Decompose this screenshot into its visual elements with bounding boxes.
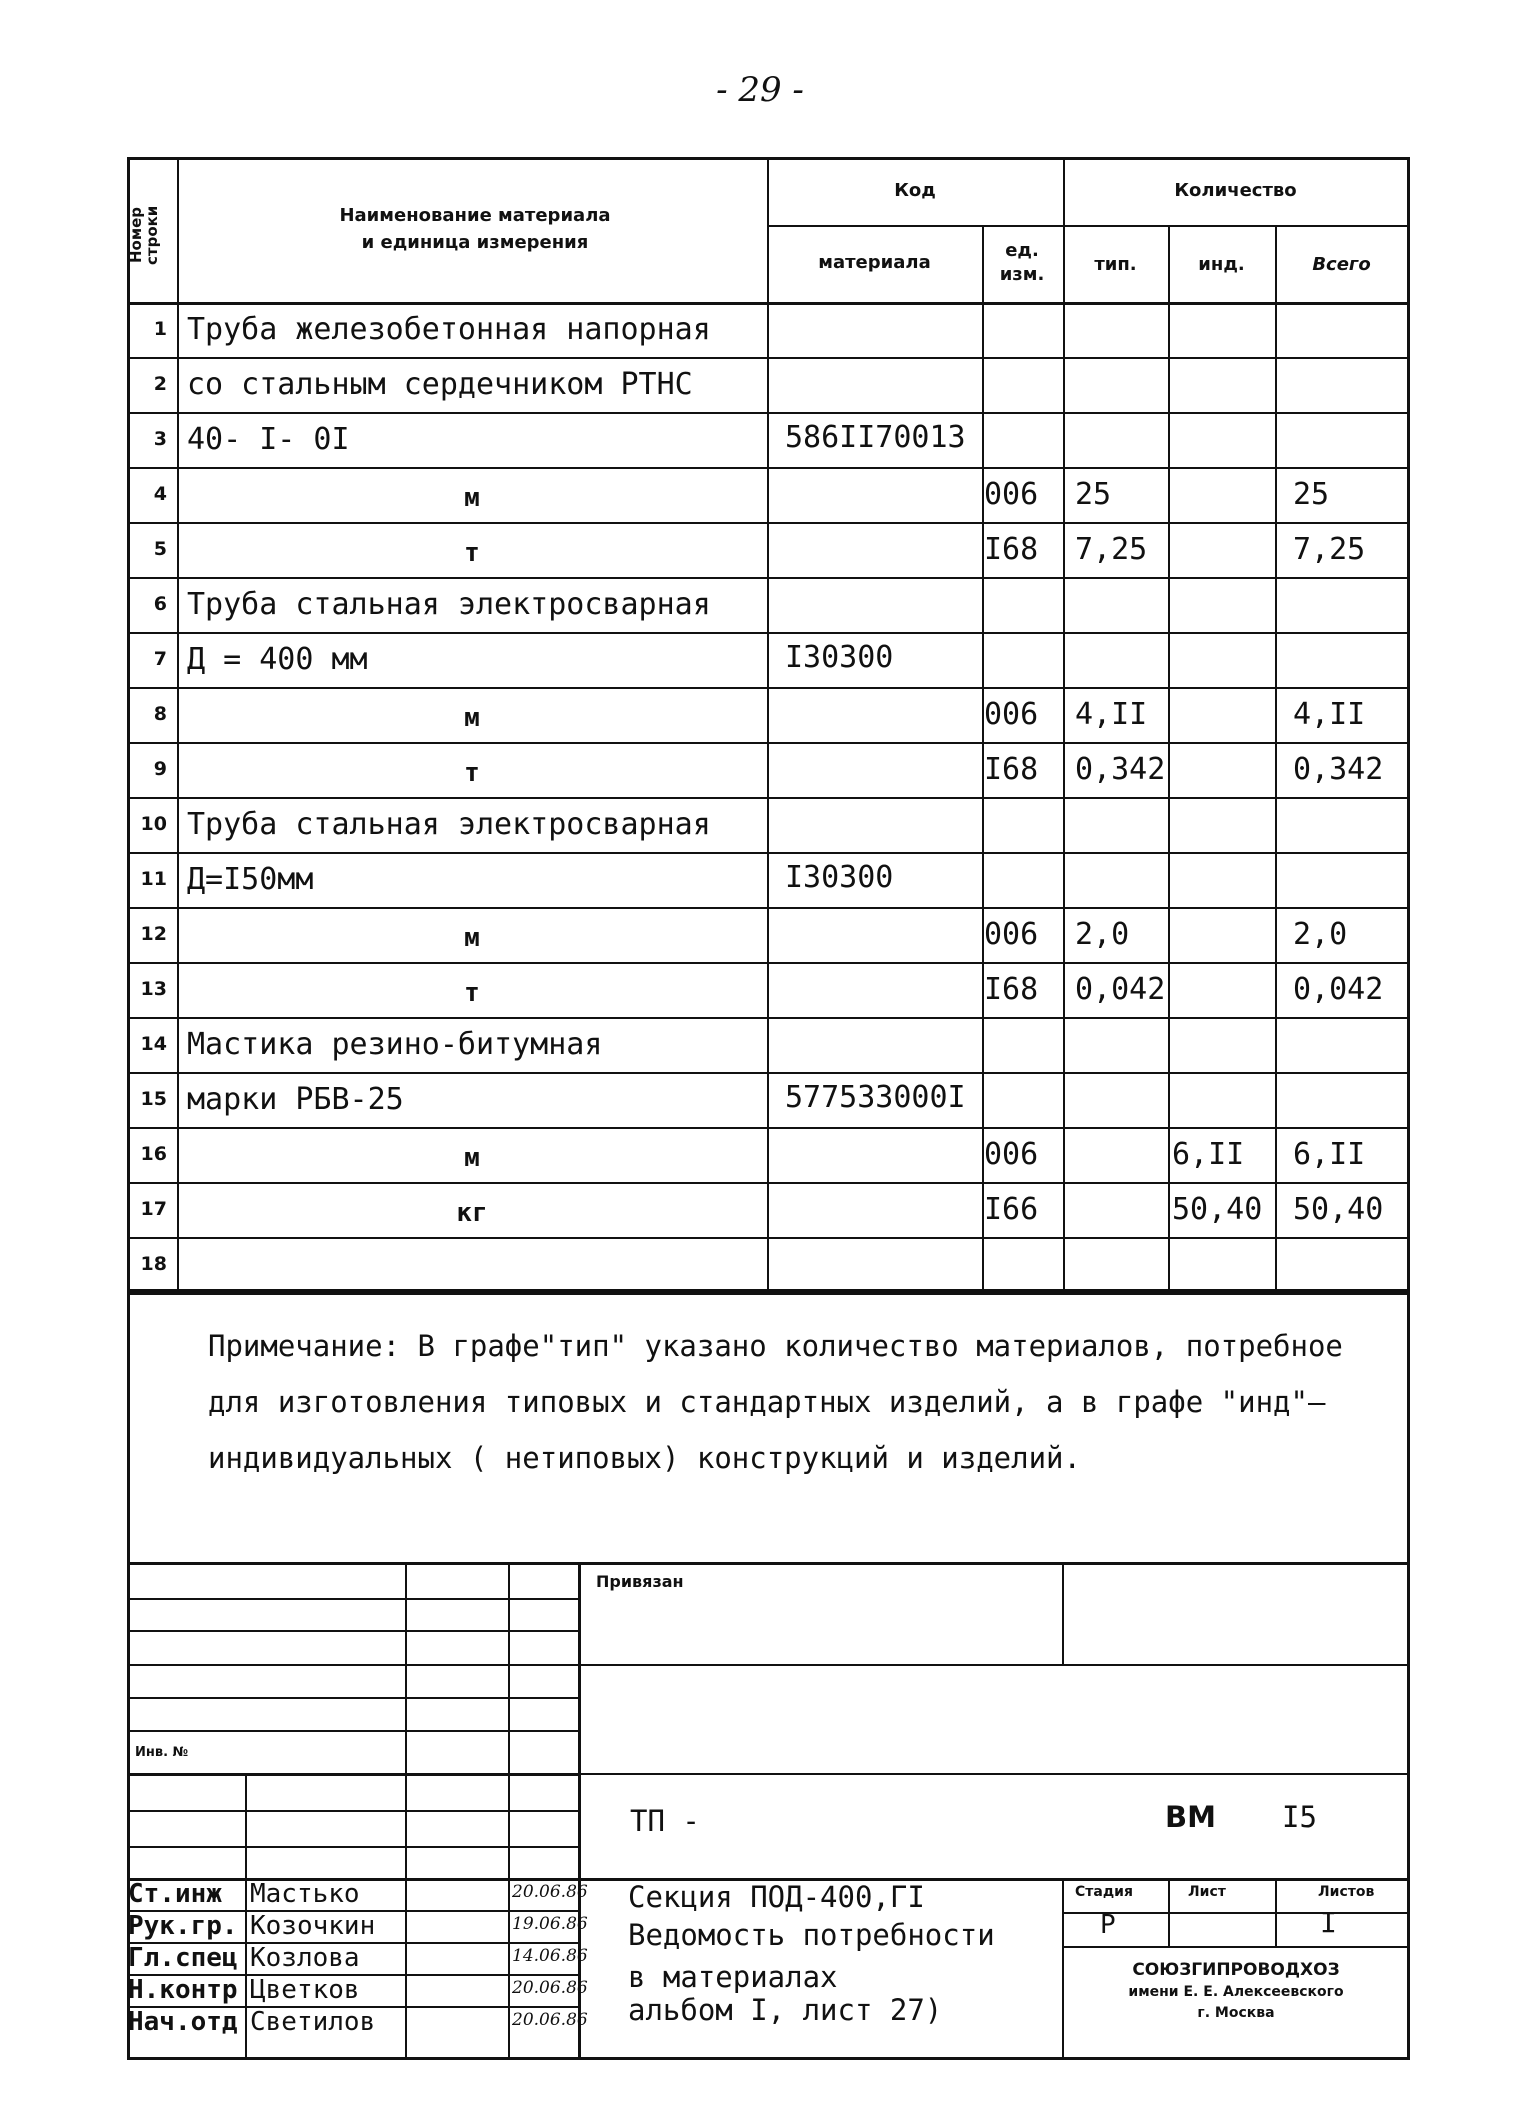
staff-name: Козлова: [250, 1943, 360, 1973]
row-divider: [127, 1127, 1410, 1129]
title-line-3: в материалах: [628, 1960, 838, 1994]
row-number: 2: [153, 373, 167, 395]
stage-label: Стадия: [1075, 1884, 1133, 1900]
sign-date: 20.06.86: [512, 1978, 588, 1998]
row-number: 17: [140, 1198, 167, 1220]
qty-typ: 25: [1075, 477, 1112, 512]
column-divider: [767, 157, 769, 1292]
material-name: Труба железобетонная напорная: [187, 312, 711, 347]
code-group-header: Код: [894, 180, 936, 201]
column-divider: [1275, 225, 1277, 1292]
row-number: 1: [153, 318, 167, 340]
material-name: Мастика резино-битумная: [187, 1027, 603, 1062]
staff-name: Светилов: [250, 2007, 376, 2037]
row-number: 9: [153, 758, 167, 780]
sign-date: 20.06.86: [512, 2010, 588, 2030]
unit-code: 006: [984, 477, 1039, 512]
qty-total: 0,042: [1293, 972, 1384, 1007]
org-name: СОЮЗГИПРОВОДХОЗ: [1132, 1960, 1340, 1980]
row-number: 3: [153, 428, 167, 450]
unit-label: т: [464, 978, 480, 1008]
qty-typ: 0,042: [1075, 972, 1166, 1007]
staff-role: Гл.спец: [128, 1943, 238, 1973]
row-divider: [127, 632, 1410, 634]
unit-code: I68: [984, 532, 1039, 567]
row-divider: [127, 577, 1410, 579]
qty-total: 6,II: [1293, 1137, 1366, 1172]
row-divider: [127, 412, 1410, 414]
org-subtitle: имени Е. Е. Алексеевского: [1128, 1984, 1344, 2000]
note-line-3: индивидуальных ( нетиповых) конструкций и изделий.: [208, 1441, 1081, 1475]
material-name: Труба стальная электросварная: [187, 807, 711, 842]
header-divider: [767, 225, 1410, 227]
row-number: 13: [140, 978, 167, 1000]
row-divider: [127, 357, 1410, 359]
row-number: 7: [153, 648, 167, 670]
row-number: 4: [153, 483, 167, 505]
title-line-1: Секция ПОД-400,ГI: [628, 1880, 925, 1914]
staff-role: Н.контр: [128, 1975, 238, 2005]
document-code: ТП -: [630, 1804, 700, 1838]
sheet-label: Лист: [1188, 1884, 1226, 1900]
sheet-code: I5: [1282, 1800, 1317, 1834]
sign-date: 14.06.86: [512, 1946, 588, 1966]
material-name: со стальным сердечником РТНС: [187, 367, 693, 402]
unit-code: I68: [984, 752, 1039, 787]
row-number: 15: [140, 1088, 167, 1110]
document-mark: ВМ: [1165, 1800, 1216, 1834]
privyazan-label: Привязан: [596, 1572, 684, 1591]
stage-value: Р: [1100, 1910, 1116, 1940]
row-divider: [127, 1292, 1410, 1295]
unit-code: 006: [984, 1137, 1039, 1172]
unit-code: I68: [984, 972, 1039, 1007]
row-number: 18: [140, 1253, 167, 1275]
qty-typ-header: тип.: [1094, 254, 1137, 275]
row-number: 10: [140, 813, 167, 835]
unit-label: м: [464, 703, 480, 733]
row-number: 14: [140, 1033, 167, 1055]
quantity-group-header: Количество: [1174, 180, 1297, 201]
sign-date: 20.06.86: [512, 1882, 588, 1902]
row-divider: [127, 467, 1410, 469]
note-line-2: для изготовления типовых и стандартных изделий, а в графе "инд"—: [208, 1385, 1326, 1419]
code-material-header: материала: [818, 252, 931, 273]
row-divider: [127, 852, 1410, 854]
title-line-2: Ведомость потребности: [628, 1918, 995, 1952]
inventory-number-label: Инв. №: [135, 1745, 189, 1760]
unit-code: 006: [984, 697, 1039, 732]
qty-total: 25: [1293, 477, 1330, 512]
qty-total: 2,0: [1293, 917, 1348, 952]
unit-label: кг: [456, 1198, 488, 1228]
row-divider: [127, 1182, 1410, 1184]
code-unit-header-1: ед.: [1005, 240, 1039, 261]
qty-total-header: Всего: [1312, 254, 1371, 275]
staff-name: Цветков: [250, 1975, 360, 2005]
row-number: 6: [153, 593, 167, 615]
row-divider: [127, 1237, 1410, 1239]
qty-typ: 7,25: [1075, 532, 1148, 567]
note-line-1: Примечание: В графе"тип" указано количество материалов, потребное: [208, 1329, 1343, 1363]
title-line-4: альбом I, лист 27): [628, 1993, 943, 2027]
qty-total: 4,II: [1293, 697, 1366, 732]
material-code: 577533000I: [785, 1080, 966, 1115]
row-divider: [127, 1072, 1410, 1074]
qty-ind: 50,40: [1172, 1192, 1263, 1227]
row-number: 11: [140, 868, 167, 890]
material-name: 40- I- 0I: [187, 422, 350, 457]
row-number: 8: [153, 703, 167, 725]
qty-typ: 2,0: [1075, 917, 1130, 952]
column-divider: [1168, 225, 1170, 1292]
row-divider: [127, 962, 1410, 964]
qty-typ: 4,II: [1075, 697, 1148, 732]
row-divider: [127, 907, 1410, 909]
material-code: I30300: [785, 640, 894, 675]
staff-role: Нач.отд: [128, 2007, 238, 2037]
sheets-value: I: [1320, 1906, 1337, 1939]
staff-role: Ст.инж: [128, 1879, 222, 1909]
row-number: 5: [153, 538, 167, 560]
code-unit-header-2: изм.: [999, 264, 1045, 285]
unit-code: 006: [984, 917, 1039, 952]
material-code: I30300: [785, 860, 894, 895]
qty-ind: 6,II: [1172, 1137, 1245, 1172]
unit-label: т: [464, 538, 480, 568]
unit-label: т: [464, 758, 480, 788]
row-number: 12: [140, 923, 167, 945]
header-bottom-line: [127, 302, 1410, 305]
org-city: г. Москва: [1197, 2005, 1275, 2021]
staff-name: Козочкин: [250, 1911, 376, 1941]
sheets-label: Листов: [1318, 1884, 1375, 1900]
unit-label: м: [464, 923, 480, 953]
unit-label: м: [464, 483, 480, 513]
unit-label: м: [464, 1143, 480, 1173]
sign-date: 19.06.86: [512, 1914, 588, 1934]
staff-role: Рук.гр.: [128, 1911, 238, 1941]
name-header-line1: Наименование материала: [339, 205, 611, 226]
qty-typ: 0,342: [1075, 752, 1166, 787]
unit-code: I66: [984, 1192, 1039, 1227]
material-name: Труба стальная электросварная: [187, 587, 711, 622]
qty-ind-header: инд.: [1198, 254, 1245, 275]
qty-total: 0,342: [1293, 752, 1384, 787]
row-number-header: Номер строки: [127, 205, 161, 265]
qty-total: 50,40: [1293, 1192, 1384, 1227]
material-name: Д=I50мм: [187, 862, 314, 897]
material-name: Д = 400 мм: [187, 642, 368, 677]
page-number: - 29 -: [716, 70, 804, 110]
row-divider: [127, 1017, 1410, 1019]
name-header-line2: и единица измерения: [361, 232, 589, 253]
row-divider: [127, 742, 1410, 744]
material-name: марки РБВ-25: [187, 1082, 404, 1117]
row-number: 16: [140, 1143, 167, 1165]
row-divider: [127, 687, 1410, 689]
qty-total: 7,25: [1293, 532, 1366, 567]
material-code: 586II70013: [785, 420, 966, 455]
row-divider: [127, 797, 1410, 799]
row-divider: [127, 522, 1410, 524]
staff-name: Мастько: [250, 1879, 360, 1909]
column-divider: [1063, 157, 1065, 1292]
